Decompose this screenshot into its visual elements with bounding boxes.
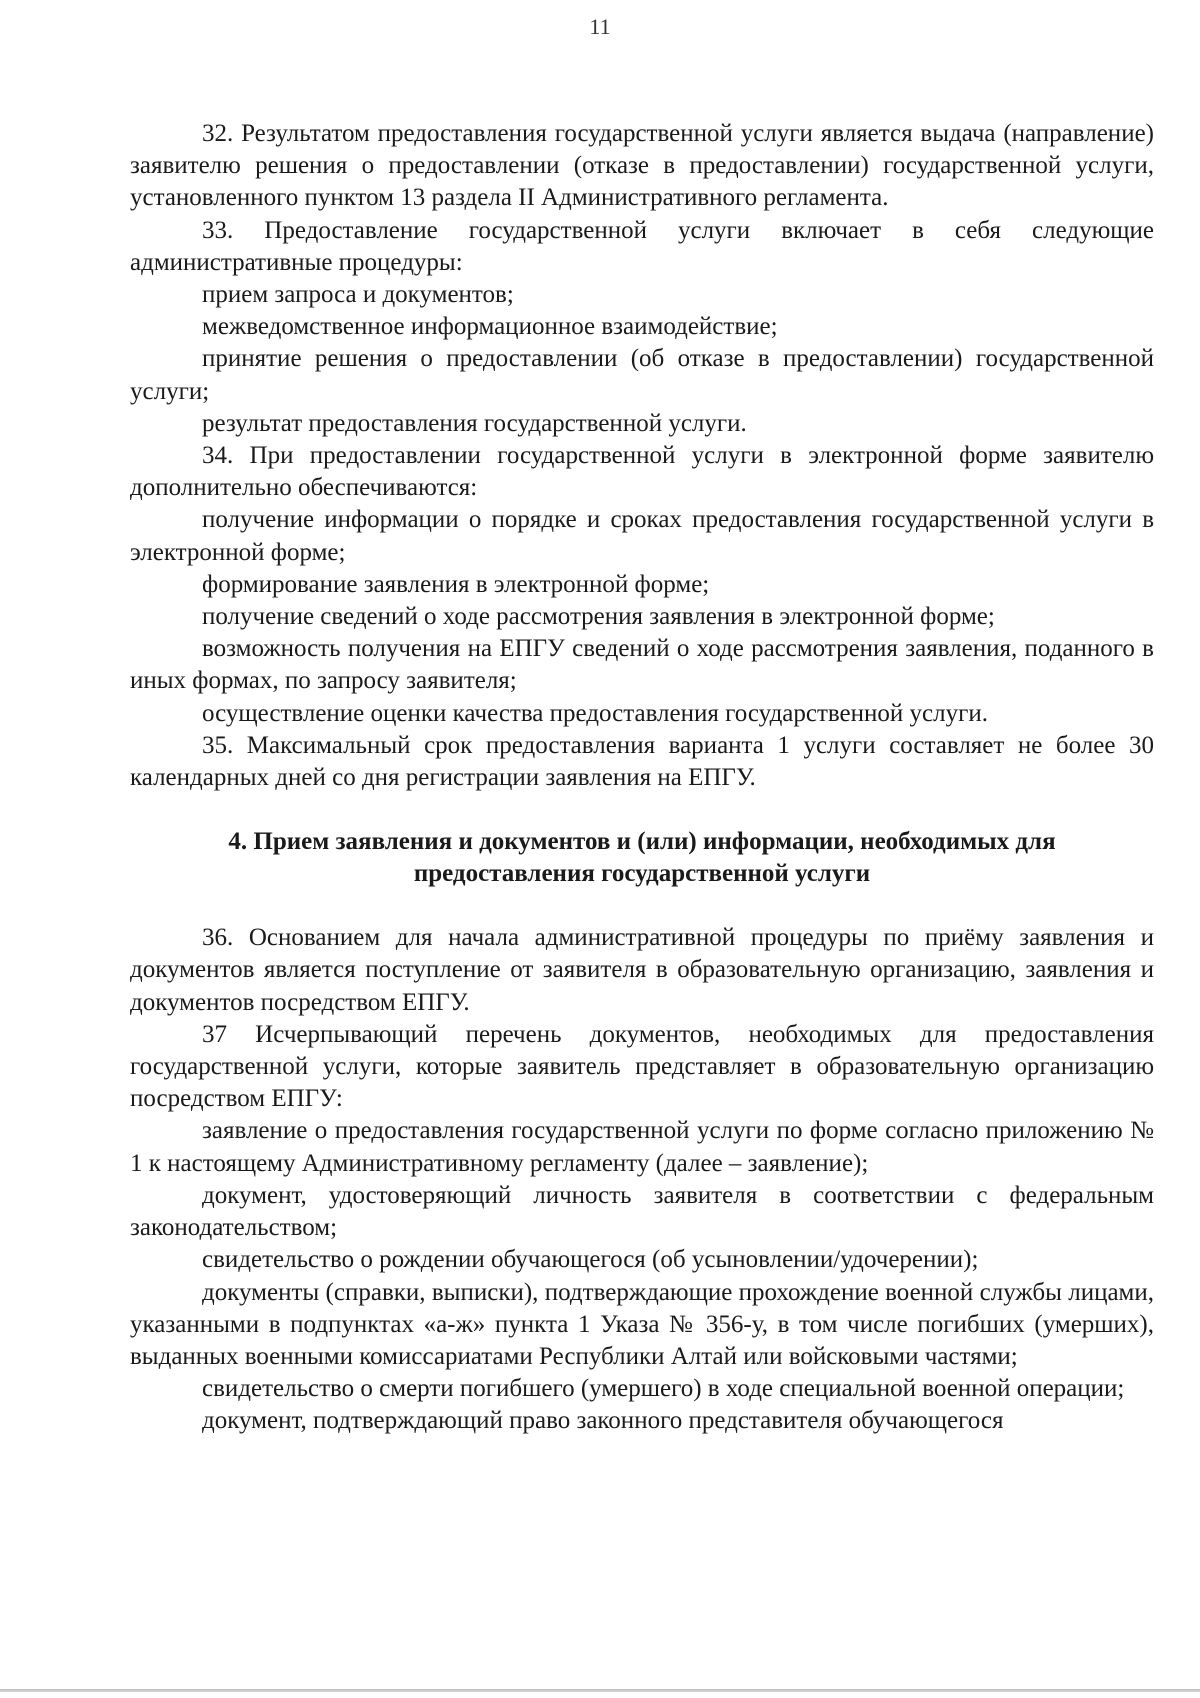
list-item: результат предоставления государственной услуги. <box>202 409 747 437</box>
list-item: документы (справки, выписки), подтверждающие прохождение военной службы лицами, указанными в подпунктах «а-ж» пункта 1 Указа № 356-у, в том числе погибших (умерших), выданных военными комиссариатами Республики Алтай или войсковыми частями; <box>130 1278 1154 1370</box>
paragraph-32: 32. Результатом предоставления государственной услуги является выдача (направление) заявителю решения о предоставлении (отказе в предоставлении) государственной услуги, установленного пунктом 13 раздела II Административного регламента. <box>130 120 1154 212</box>
paragraph-37: 37 Исчерпывающий перечень документов, необходимых для предоставления государственной услуги, которые заявитель представляет в образовательную организацию посредством ЕПГУ: <box>130 1020 1154 1113</box>
paragraph-35: 35. Максимальный срок предоставления варианта 1 услуги составляет не более 30 календарных дней со дня регистрации заявления на ЕПГУ. <box>130 731 1154 792</box>
list-item: принятие решения о предоставлении (об отказе в предоставлении) государственной услуги; <box>130 345 1154 405</box>
list-item: формирование заявления в электронной форме; <box>202 570 710 598</box>
section-heading: 4. Прием заявления и документов и (или) информации, необходимых для предоставления государственной услуги <box>228 828 1056 888</box>
paragraph-33: 33. Предоставление государственной услуги включает в себя следующие административные процедуры: <box>130 216 1154 276</box>
spacer <box>130 794 1154 826</box>
paragraph-34: 34. При предоставлении государственной услуги в электронной форме заявителю дополнительно обеспечиваются: <box>130 442 1154 502</box>
list-item: заявление о предоставления государственной услуги по форме согласно приложению № 1 к настоящему Административному регламенту (далее – заявление); <box>130 1117 1154 1177</box>
page-number: 11 <box>589 14 611 39</box>
document-body <box>130 118 1154 1438</box>
list-item: свидетельство о смерти погибшего (умершего) в ходе специальной военной операции; <box>202 1375 1125 1403</box>
list-item: возможность получения на ЕПГУ сведений о ходе рассмотрения заявления, поданного в иных формах, по запросу заявителя; <box>130 635 1154 695</box>
list-item: получение сведений о ходе рассмотрения заявления в электронной форме; <box>202 603 995 631</box>
list-item: документ, удостоверяющий личность заявителя в соответствии с федеральным законодательством; <box>130 1181 1154 1242</box>
list-item: межведомственное информационное взаимодействие; <box>202 313 778 341</box>
spacer <box>130 890 1154 922</box>
list-item: документ, подтверждающий право законного представителя обучающегося <box>202 1407 1004 1435</box>
page-bottom-edge <box>0 1689 1200 1692</box>
list-item: осуществление оценки качества предоставления государственной услуги. <box>202 699 988 727</box>
list-item: свидетельство о рождении обучающегося (об усыновлении/удочерении); <box>202 1246 979 1274</box>
list-item: прием запроса и документов; <box>202 281 514 309</box>
paragraph-36: 36. Основанием для начала административной процедуры по приёму заявления и документов является поступление от заявителя в образовательную организацию, заявления и документов посредством ЕПГУ. <box>130 924 1154 1016</box>
list-item: получение информации о порядке и сроках предоставления государственной услуги в электронной форме; <box>130 506 1154 566</box>
